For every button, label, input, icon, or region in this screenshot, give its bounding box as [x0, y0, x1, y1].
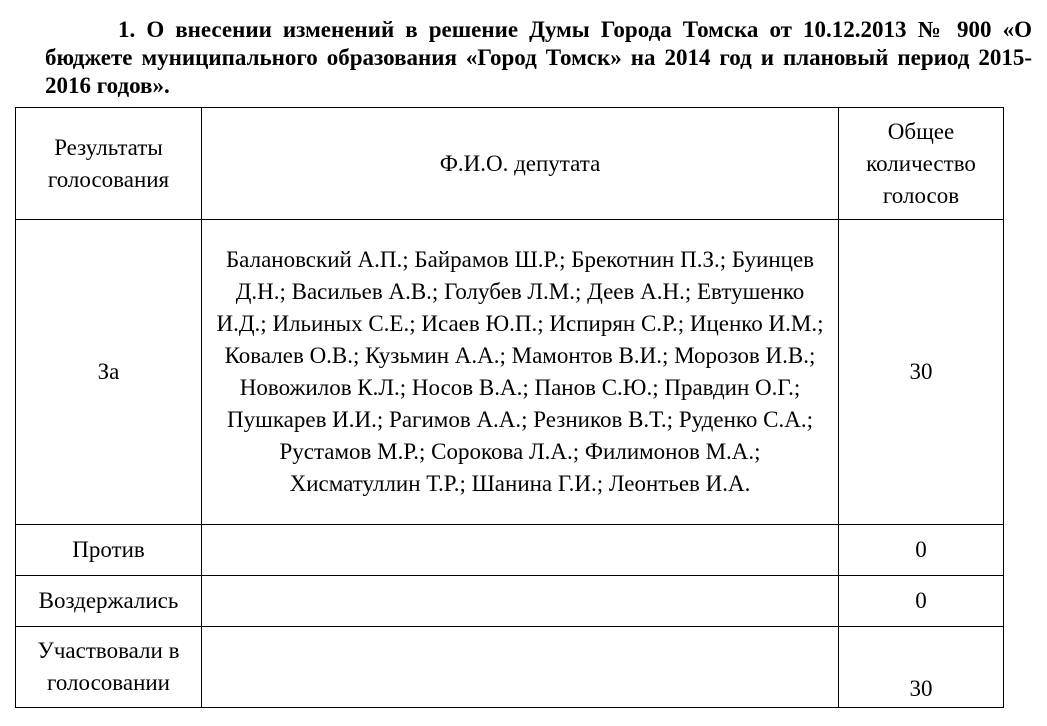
header-total-votes: Общее количество голосов: [839, 108, 1004, 220]
table-row: [16, 525, 1004, 576]
header-results: Результаты голосования: [16, 108, 202, 220]
result-cell: За: [16, 220, 202, 525]
result-cell: Против: [16, 525, 202, 576]
table-header-row: [16, 108, 1004, 220]
heading-text: О внесении изменений в решение Думы Города Томска от 10.12.2013 № 900 «О бюджете муниципального образования «Город Томск» на 2014 год и плановый период 2015-2016 годов».: [45, 17, 1032, 98]
header-deputy-name: Ф.И.О. депутата: [202, 108, 839, 220]
heading-number: 1.: [118, 17, 136, 42]
names-cell: [202, 525, 839, 576]
table-row: [16, 576, 1004, 627]
names-cell: [202, 627, 839, 708]
total-cell: 0: [839, 576, 1004, 627]
total-cell: 30: [839, 220, 1004, 525]
table-row: [16, 627, 1004, 708]
total-cell: 30: [839, 627, 1004, 708]
result-cell: Участвовали в голосовании: [16, 627, 202, 708]
names-cell: Балановский А.П.; Байрамов Ш.Р.; Брекотнин П.З.; Буинцев Д.Н.; Васильев А.В.; Голубев Л.М.; Деев А.Н.; Евтушенко И.Д.; Ильиных С.Е.; Исаев Ю.П.; Испирян С.Р.; Иценко И.М.; Ковалев О.В.; Кузьмин А.А.; Мамонтов В.И.; Морозов И.В.; Новожилов К.Л.; Носов В.А.; Панов С.Ю.; Правдин О.Г.; Пушкарев И.И.; Рагимов А.А.; Резников В.Т.; Руденко С.А.; Рустамов М.Р.; Сорокова Л.А.; Филимонов М.А.; Хисматуллин Т.Р.; Шанина Г.И.; Леонтьев И.А.: [202, 220, 839, 525]
result-cell: Воздержались: [16, 576, 202, 627]
voting-results-table: [15, 107, 1004, 708]
total-cell: 0: [839, 525, 1004, 576]
document-heading: [45, 16, 1032, 100]
table-row: [16, 220, 1004, 525]
names-cell: [202, 576, 839, 627]
